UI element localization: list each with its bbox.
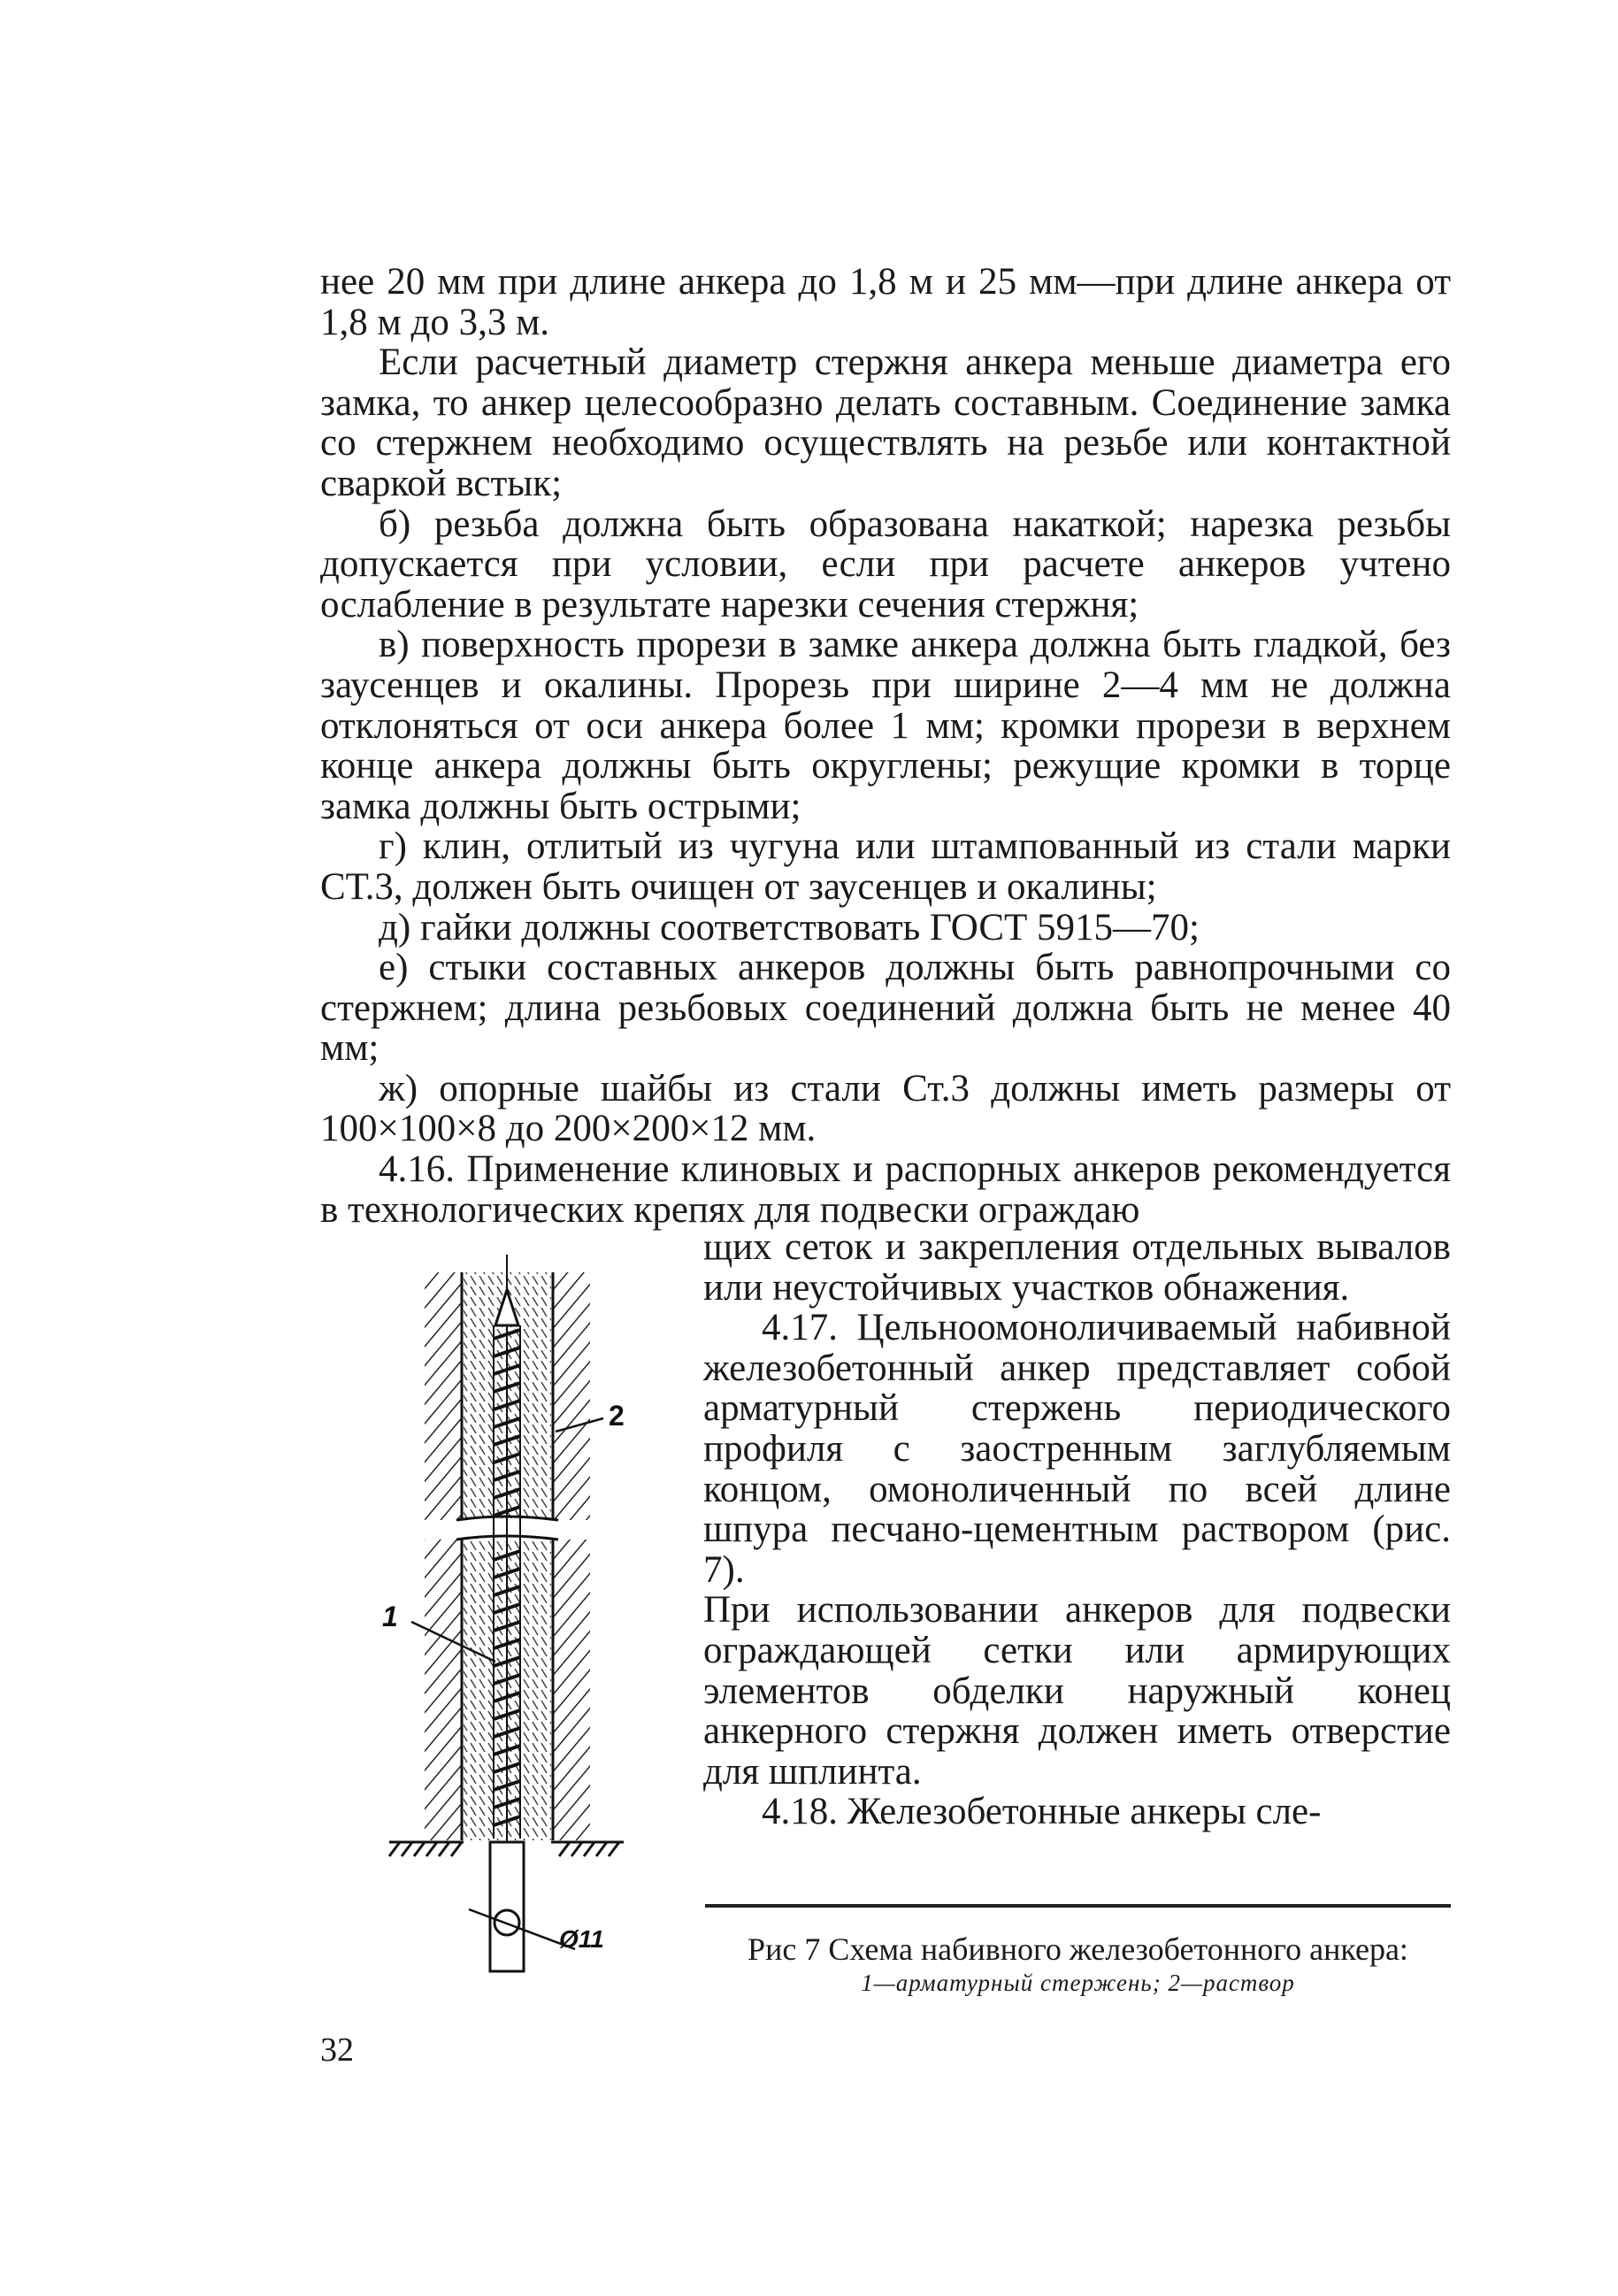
caption-title: Рис 7 Схема набивного железобетонного анкера:: [748, 1931, 1408, 1967]
anchor-diagram: [372, 1255, 655, 1980]
section-4-16-continuation: щих сеток и закрепления отдельных вывалов или неустойчивых участков обнажения.: [703, 1226, 1451, 1309]
label-diameter: Ø11: [559, 1925, 604, 1953]
caption-divider: [705, 1904, 1451, 1908]
page-number: 32: [320, 2031, 354, 2069]
section-4-18: 4.18. Железобетонные анкеры сле-: [762, 1791, 1322, 1833]
section-4-17: 4.17. Цельноомоноличиваемый набивной железобетонный анкер представляет собой арматурный стержень периодического профиля с заостренным заглубляемым концом, омоноличенный по всей длине шпура песчано-цементным раствором (рис. 7).: [703, 1307, 1451, 1591]
label-mortar: 2: [609, 1400, 625, 1432]
main-text-column: [320, 262, 1451, 1230]
list-item-zh: ж) опорные шайбы из стали Ст.3 должны иметь размеры от 100×100×8 до 200×200×12 мм.: [320, 1067, 1451, 1150]
caption-legend: 1—арматурный стержень; 2—раствор: [861, 1970, 1295, 1996]
rock-left-upper: [425, 1272, 462, 1520]
rock-right-lower: [553, 1540, 590, 1840]
wrapped-text-block: [703, 1227, 1451, 1832]
rock-left-lower: [425, 1540, 462, 1840]
rod-outer-end: [490, 1842, 524, 1971]
section-4-16: 4.16. Применение клиновых и распорных анкеров рекомендуется в технологических крепях для подвески ограждаю: [320, 1148, 1451, 1231]
list-item-g: г) клин, отлитый из чугуна или штампованный из стали марки СТ.3, должен быть очищен от заусенцев и окалины;: [320, 825, 1451, 908]
list-item-d: д) гайки должны соответствовать ГОСТ 5915—70;: [379, 906, 1200, 948]
list-item-e: е) стыки составных анкеров должны быть равнопрочными со стержнем; длина резьбовых соединений должна быть не менее 40 мм;: [320, 947, 1451, 1070]
paragraph: нее 20 мм при длине анкера до 1,8 м и 25 мм—при длине анкера от 1,8 м до 3,3 м.: [320, 261, 1451, 343]
rock-right-upper: [553, 1272, 590, 1520]
anchor-diagram-svg: [372, 1255, 655, 1980]
paragraph: При использовании анкеров для подвески ограждающей сетки или армирующих элементов обделки наружный конец анкерного стержня должен иметь отверстие для шплинта.: [703, 1589, 1451, 1793]
list-item-b: б) резьба должна быть образована накаткой; нарезка резьбы допускается при условии, если при расчете анкеров учтено ослабление в результате нарезки сечения стержня;: [320, 503, 1451, 626]
list-item-v: в) поверхность прорези в замке анкера должна быть гладкой, без заусенцев и окалины. Прорезь при ширине 2—4 мм не должна отклоняться от оси анкера более 1 мм; кромки прорези в верхнем конце анкера должны быть округлены; режущие кромки в торце замка должны быть острыми;: [320, 624, 1451, 827]
paragraph: Если расчетный диаметр стержня анкера меньше диаметра его замка, то анкер целесообразно делать составным. Соединение замка со стержнем необходимо осуществлять на резьбе или контактной сваркой встык;: [320, 342, 1451, 504]
label-rod: 1: [382, 1601, 398, 1632]
figure-caption: [705, 1931, 1451, 1998]
